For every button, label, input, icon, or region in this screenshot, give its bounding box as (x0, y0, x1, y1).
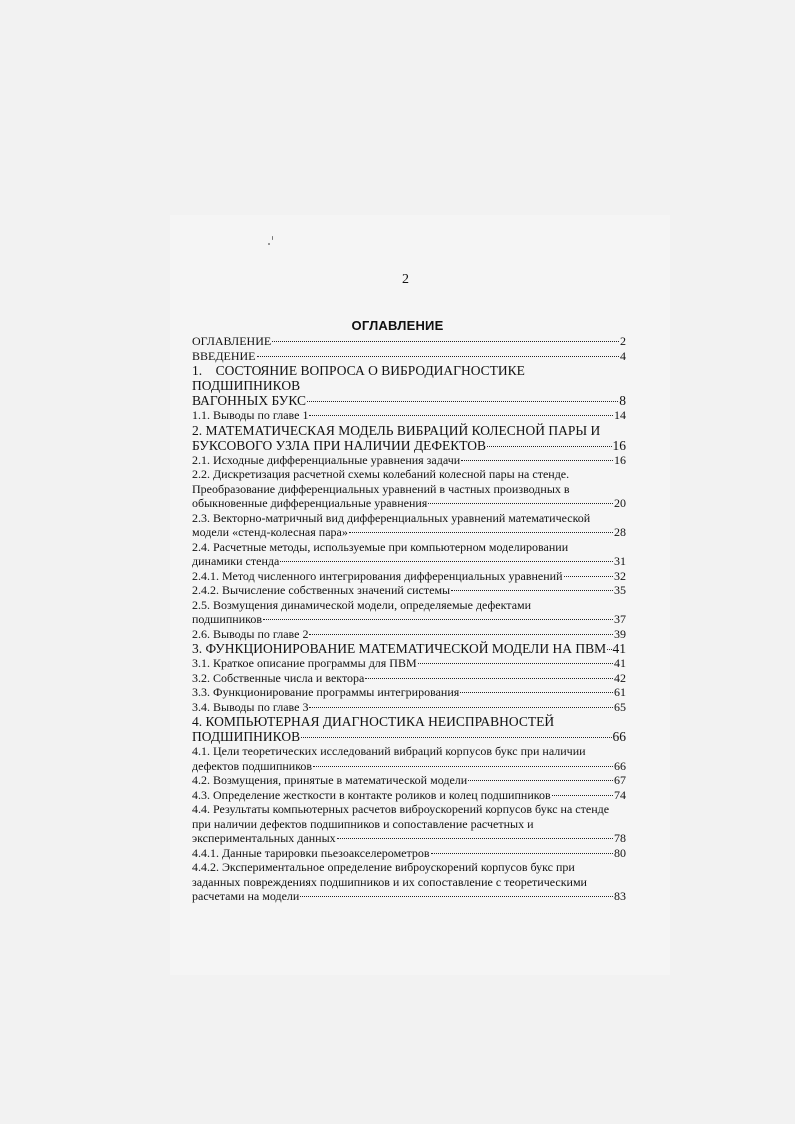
leader-dots (460, 692, 613, 693)
toc-entry-line (192, 831, 626, 846)
leader-dots (564, 576, 613, 577)
toc-entry (192, 714, 626, 744)
toc-entry-title: 3.2. Собственные числа и вектора (192, 670, 365, 685)
leader-dots (468, 780, 613, 781)
toc-entry-page: 4 (620, 348, 626, 363)
toc-entry-title: 4.3. Определение жесткости в контакте роликов и колец подшипников (192, 787, 551, 802)
toc-entry-line (192, 759, 626, 774)
toc-entry-line (192, 334, 626, 349)
toc-entry-page: 78 (614, 831, 626, 845)
toc-entry-line (192, 453, 626, 468)
leader-dots (272, 341, 619, 342)
toc-entry (192, 583, 626, 598)
toc-entry-line (192, 846, 626, 861)
toc-entry-line (192, 569, 626, 584)
toc-entry-page: 14 (614, 408, 626, 422)
toc-entry (192, 627, 626, 642)
toc-entry-page: 20 (614, 496, 626, 510)
toc-entry-title: модели «стенд-колесная пара» (192, 525, 348, 539)
toc-entry-page: 16 (612, 437, 626, 453)
toc-entry-page: 66 (614, 758, 626, 773)
leader-dots (337, 838, 613, 839)
toc-entry (192, 408, 626, 423)
toc-entry-line (192, 773, 626, 788)
leader-dots (552, 795, 613, 796)
table-of-contents (192, 334, 626, 904)
toc-entry (192, 363, 626, 408)
toc-entry-title-start: 4.4.2. Экспериментальное определение виброускорений корпусов букс при заданных повреждениях подшипников и их сопоставление с теоретическими (192, 860, 587, 889)
toc-entry (192, 641, 626, 656)
toc-entry-title: 4.2. Возмущения, принятые в математической модели (192, 773, 468, 787)
leader-dots (451, 590, 613, 591)
toc-entry-page: 31 (614, 554, 626, 568)
toc-entry-page: 42 (614, 670, 626, 685)
toc-entry (192, 569, 626, 584)
toc-entry-line (192, 525, 626, 540)
toc-entry-line (192, 393, 626, 408)
toc-entry (192, 656, 626, 671)
toc-entry-title: обыкновенные дифференциальные уравнения (192, 496, 428, 510)
toc-entry-line (192, 729, 626, 744)
leader-dots (418, 663, 613, 664)
toc-entry-title: ВВЕДЕНИЕ (192, 348, 256, 363)
scan-speck (268, 243, 270, 245)
leader-dots (309, 634, 613, 635)
toc-entry-title: 4.4.1. Данные тарировки пьезоакселерометров (192, 845, 430, 860)
toc-entry-line (192, 641, 626, 656)
toc-entry-page: 41 (614, 656, 626, 670)
toc-entry-page: 67 (614, 773, 626, 787)
toc-entry (192, 511, 626, 540)
toc-entry-title: ПОДШИПНИКОВ (192, 729, 301, 744)
toc-entry-title-start: 2.4. Расчетные методы, используемые при компьютерном моделировании (192, 539, 569, 554)
toc-entry (192, 685, 626, 700)
leader-dots (301, 737, 611, 738)
leader-dots (280, 561, 613, 562)
toc-entry (192, 453, 626, 468)
toc-entry-line (192, 554, 626, 569)
toc-entry-line (192, 656, 626, 671)
leader-dots (431, 853, 613, 854)
toc-entry-title: динамики стенда (192, 554, 280, 568)
toc-entry-line (192, 889, 626, 904)
toc-entry-line (192, 349, 626, 364)
toc-entry-page: 2 (620, 334, 626, 348)
leader-dots (607, 649, 611, 650)
toc-entry (192, 802, 626, 846)
toc-entry-title: 3.3. Функционирование программы интегрирования (192, 685, 460, 699)
toc-entry-line (192, 700, 626, 715)
toc-entry (192, 334, 626, 349)
toc-entry (192, 540, 626, 569)
toc-entry-page: 65 (614, 699, 626, 714)
scan-speck (272, 236, 273, 240)
toc-entry-title: ОГЛАВЛЕНИЕ (192, 334, 272, 348)
toc-entry-title: дефектов подшипников (192, 758, 313, 773)
toc-entry-title: 3. ФУНКЦИОНИРОВАНИЕ МАТЕМАТИЧЕСКОЙ МОДЕЛИ НА ПВМ (192, 641, 607, 656)
toc-entry-title-start: 2.2. Дискретизация расчетной схемы колебаний колесной пары на стенде. Преобразование дифференциальных уравнений в частных производных в (192, 467, 570, 496)
leader-dots (309, 415, 613, 416)
leader-dots (349, 532, 613, 533)
toc-entry-page: 16 (614, 452, 626, 467)
toc-entry-page: 61 (614, 685, 626, 699)
toc-entry-page: 66 (612, 729, 626, 744)
toc-entry (192, 846, 626, 861)
toc-entry (192, 467, 626, 511)
toc-entry-title: 2.4.1. Метод численного интегрирования дифференциальных уравнений (192, 568, 563, 583)
leader-dots (307, 401, 618, 402)
toc-entry-title-start: 2.5. Возмущения динамической модели, определяемые дефектами (192, 597, 532, 612)
leader-dots (257, 356, 619, 357)
leader-dots (309, 707, 613, 708)
leader-dots (365, 678, 613, 679)
toc-entry-line (192, 671, 626, 686)
toc-entry-page: 28 (614, 525, 626, 539)
toc-entry-page: 83 (614, 889, 626, 903)
toc-entry-page: 8 (619, 393, 626, 408)
toc-entry (192, 423, 626, 453)
toc-entry (192, 773, 626, 788)
toc-entry (192, 744, 626, 773)
toc-entry-page: 35 (614, 583, 626, 597)
toc-entry-title: 1.1. Выводы по главе 1 (192, 408, 309, 422)
toc-entry-title-start: 2.3. Векторно-матричный вид дифференциальных уравнений математической (192, 510, 591, 525)
toc-entry-title: 2.6. Выводы по главе 2 (192, 626, 309, 641)
toc-entry (192, 349, 626, 364)
toc-entry-title: 2.1. Исходные дифференциальные уравнения задачи (192, 452, 461, 467)
toc-entry-page: 39 (614, 626, 626, 641)
leader-dots (263, 619, 613, 620)
toc-entry-line (192, 496, 626, 511)
toc-entry-title: расчетами на модели (192, 889, 300, 903)
toc-entry-title-start: 4.1. Цели теоретических исследований вибраций корпусов букс при наличии (192, 744, 586, 758)
toc-title: ОГЛАВЛЕНИЕ (351, 318, 444, 333)
toc-entry (192, 671, 626, 686)
toc-entry (192, 598, 626, 627)
leader-dots (313, 766, 613, 767)
toc-entry-title: 3.4. Выводы по главе 3 (192, 699, 309, 714)
toc-entry-title: ВАГОННЫХ БУКС (192, 393, 307, 408)
toc-entry-line (192, 612, 626, 627)
toc-entry-title: подшипников (192, 612, 262, 626)
toc-entry (192, 860, 626, 904)
toc-entry-title-start: 4.4. Результаты компьютерных расчетов виброускорений корпусов букс на стенде при наличии дефектов подшипников и сопоставление расчетных и (192, 802, 610, 831)
toc-entry-line (192, 788, 626, 803)
toc-entry-title-start: 4. КОМПЬЮТЕРНАЯ ДИАГНОСТИКА НЕИСПРАВНОСТЕЙ (192, 714, 555, 729)
toc-entry-title-start: 1. СОСТОЯНИЕ ВОПРОСА О ВИБРОДИАГНОСТИКЕ ПОДШИПНИКОВ (192, 363, 525, 393)
leader-dots (300, 896, 613, 897)
toc-entry-title: БУКСОВОГО УЗЛА ПРИ НАЛИЧИИ ДЕФЕКТОВ (192, 437, 487, 453)
toc-entry-line (192, 438, 626, 453)
toc-entry-title-start: 2. МАТЕМАТИЧЕСКАЯ МОДЕЛЬ ВИБРАЦИЙ КОЛЕСНОЙ ПАРЫ И (192, 422, 601, 438)
toc-entry-page: 74 (614, 787, 626, 802)
toc-entry (192, 788, 626, 803)
toc-entry-page: 37 (614, 612, 626, 626)
leader-dots (428, 503, 613, 504)
toc-entry-title: экспериментальных данных (192, 831, 336, 845)
toc-entry-page: 32 (614, 568, 626, 583)
page-number: 2 (402, 272, 409, 287)
toc-entry-line (192, 627, 626, 642)
toc-entry-line (192, 583, 626, 598)
toc-entry-title: 3.1. Краткое описание программы для ПВМ (192, 656, 417, 670)
leader-dots (487, 446, 611, 447)
toc-entry-page: 80 (614, 845, 626, 860)
toc-entry-page: 41 (612, 641, 626, 656)
toc-entry (192, 700, 626, 715)
toc-entry-line (192, 408, 626, 423)
toc-entry-title: 2.4.2. Вычисление собственных значений системы (192, 583, 451, 597)
toc-entry-line (192, 685, 626, 700)
leader-dots (461, 460, 613, 461)
